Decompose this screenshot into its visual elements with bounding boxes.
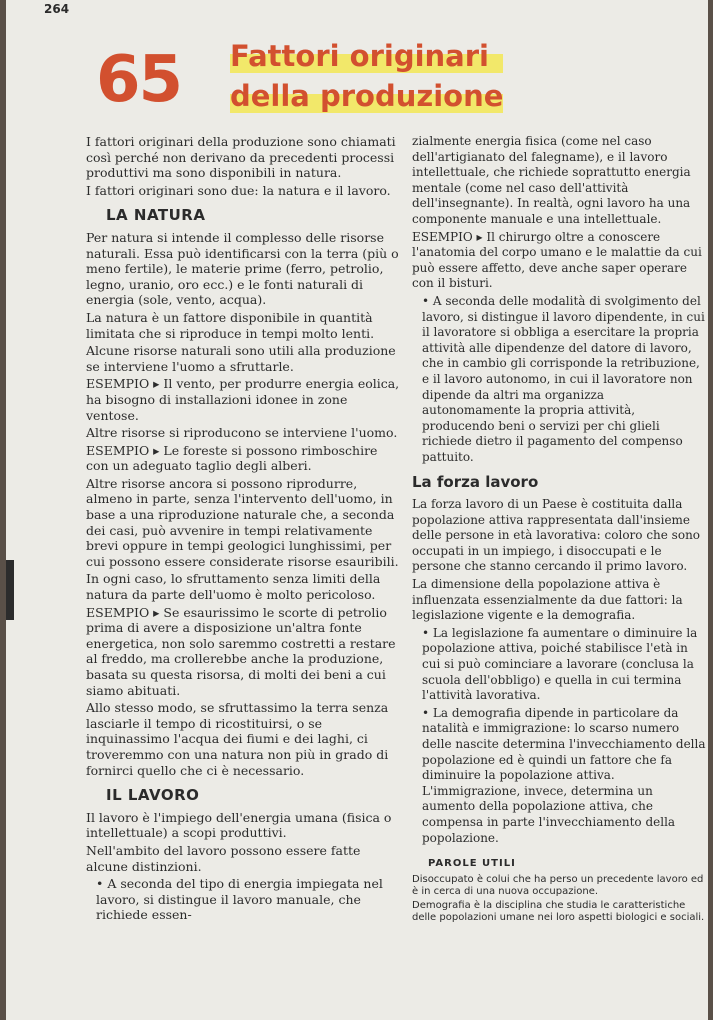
box-title: PAROLE UTILI: [428, 858, 516, 870]
bullet-item: • La legislazione fa aumentare o diminuire la popolazione attiva, poiché stabilisce l'età in cui si può cominciare a lavorare (conclusa la scuola dell'obbligo) e quella in cui termina l'attività lavorativa.: [422, 625, 698, 703]
paragraph: zialmente energia fisica (come nel caso dell'artigianato del falegname), e il lavoro intellettuale, che richiede soprattutto energia mentale (come nel caso dell'attività dell'insegnante). In realtà, ogni lavoro ha una componente manuale e una intellettuale.: [412, 134, 691, 226]
paragraph: Altre risorse ancora si possono riprodurre, almeno in parte, senza l'intervento dell'uomo, in base a una riproduzione naturale che, a seconda dei casi, può avvenire in tempi relativamente brevi oppure in tempi geologici lunghissimi, per cui possono essere considerate risorse esauribili.: [86, 475, 399, 569]
left-column: [86, 134, 402, 925]
example: ESEMPIO ▸ Se esaurissimo le scorte di petrolio prima di avere a disposizione un'altra fonte energetica, non solo saremmo costretti a restare al freddo, ma crollerebbe anche la produzione, basata su questa risorsa, di molti dei beni a cui siamo abituati.: [86, 604, 396, 698]
bullet-item: • A seconda delle modalità di svolgimento del lavoro, si distingue il lavoro dipendente, in cui il lavoratore si obbliga a esercitare la propria attività alle dipendenze del datore di lavoro, che in cambio gli corrisponde la retribuzione, e il lavoro autonomo, in cui il lavoratore non dipende da altri ma organizza autonomamente la propria attività, producendo beni o servizi per chi glieli richiede dietro il pagamento del compenso pattuito.: [422, 293, 705, 464]
intro-paragraph-2: I fattori originari sono due: la natura e il lavoro.: [86, 182, 391, 198]
paragraph: Alcune risorse naturali sono utili alla produzione se interviene l'uomo a sfruttarle.: [86, 343, 396, 374]
parole-utili-box: [412, 858, 706, 924]
section-heading-forza-lavoro: La forza lavoro: [412, 473, 539, 492]
intro-paragraph: I fattori originari della produzione sono chiamati così perché non derivano da precedenti processi produttivi ma sono disponibili in natura.: [86, 134, 396, 181]
paragraph: Il lavoro è l'impiego dell'energia umana (fisica o intellettuale) a scopi produttivi.: [86, 809, 392, 841]
right-column: [412, 134, 706, 926]
paragraph: Altre risorse si riproducono se interviene l'uomo.: [86, 425, 398, 441]
example: ESEMPIO ▸ Il chirurgo oltre a conoscere l'anatomia del corpo umano e le malattie da cui può essere affetto, deve anche saper operare con il bisturi.: [412, 229, 702, 291]
paragraph: La natura è un fattore disponibile in quantità limitata che si riproduce in tempi molto lenti.: [86, 309, 375, 341]
definition: Demografia è la disciplina che studia le caratteristiche delle popolazioni umane nei loro aspetti biologici e sociali.: [412, 900, 705, 924]
paragraph: Nell'ambito del lavoro possono essere fatte alcune distinzioni.: [86, 842, 361, 874]
section-heading-natura: LA NATURA: [106, 206, 206, 225]
title-line-2: della produzione: [230, 76, 503, 116]
paragraph: La forza lavoro di un Paese è costituita dalla popolazione attiva rappresentata dall'insieme delle persone in età lavorativa: coloro che sono occupati in un impiego, i disoccupati e le persone che stanno cercando il primo lavoro.: [412, 497, 701, 574]
paragraph: Per natura si intende il complesso delle risorse naturali. Essa può identificarsi con la terra (più o meno fertile), le materie prime (ferro, petrolio, legno, uranio, oro ecc.) e le fonti naturali di energia (sole, vento, acqua).: [86, 229, 399, 308]
definition: Disoccupato è colui che ha perso un precedente lavoro ed è in cerca di una nuova occupazione.: [412, 874, 704, 898]
bullet-item: • A seconda del tipo di energia impiegata nel lavoro, si distingue il lavoro manuale, che richiede essen-: [96, 876, 383, 923]
title-line-1: Fattori originari: [230, 36, 503, 76]
example: ESEMPIO ▸ Le foreste si possono rimboschire con un adeguato taglio degli alberi.: [86, 442, 378, 474]
paragraph: In ogni caso, lo sfruttamento senza limiti della natura da parte dell'uomo è molto pericoloso.: [86, 571, 381, 603]
page-number: 264: [44, 2, 70, 16]
chapter-title: [230, 36, 503, 116]
page-edge-shadow: [6, 560, 14, 620]
paragraph: Allo stesso modo, se sfruttassimo la terra senza lasciarle il tempo di ricostituirsi, o se inquinassimo l'acqua dei fiumi e dei laghi, ci troveremmo con una natura non più in grado di fornirci quello che ci è necessario.: [86, 700, 389, 778]
example: ESEMPIO ▸ Il vento, per produrre energia eolica, ha bisogno di installazioni idonee in zone ventose.: [86, 376, 400, 423]
book-page: [6, 0, 708, 1020]
chapter-number: 65: [96, 43, 182, 117]
paragraph: La dimensione della popolazione attiva è influenzata essenzialmente da due fattori: la legislazione vigente e la demografia.: [412, 577, 683, 623]
bullet-item: • La demografia dipende in particolare da natalità e immigrazione: lo scarso numero delle nascite determina l'invecchiamento della popolazione ed è quindi un fattore che fa diminuire la popolazione attiva. L'immigrazione, invece, determina un aumento della popolazione attiva, che compensa in parte l'invecchiamento della popolazione.: [422, 705, 706, 845]
section-heading-lavoro: IL LAVORO: [106, 786, 200, 805]
